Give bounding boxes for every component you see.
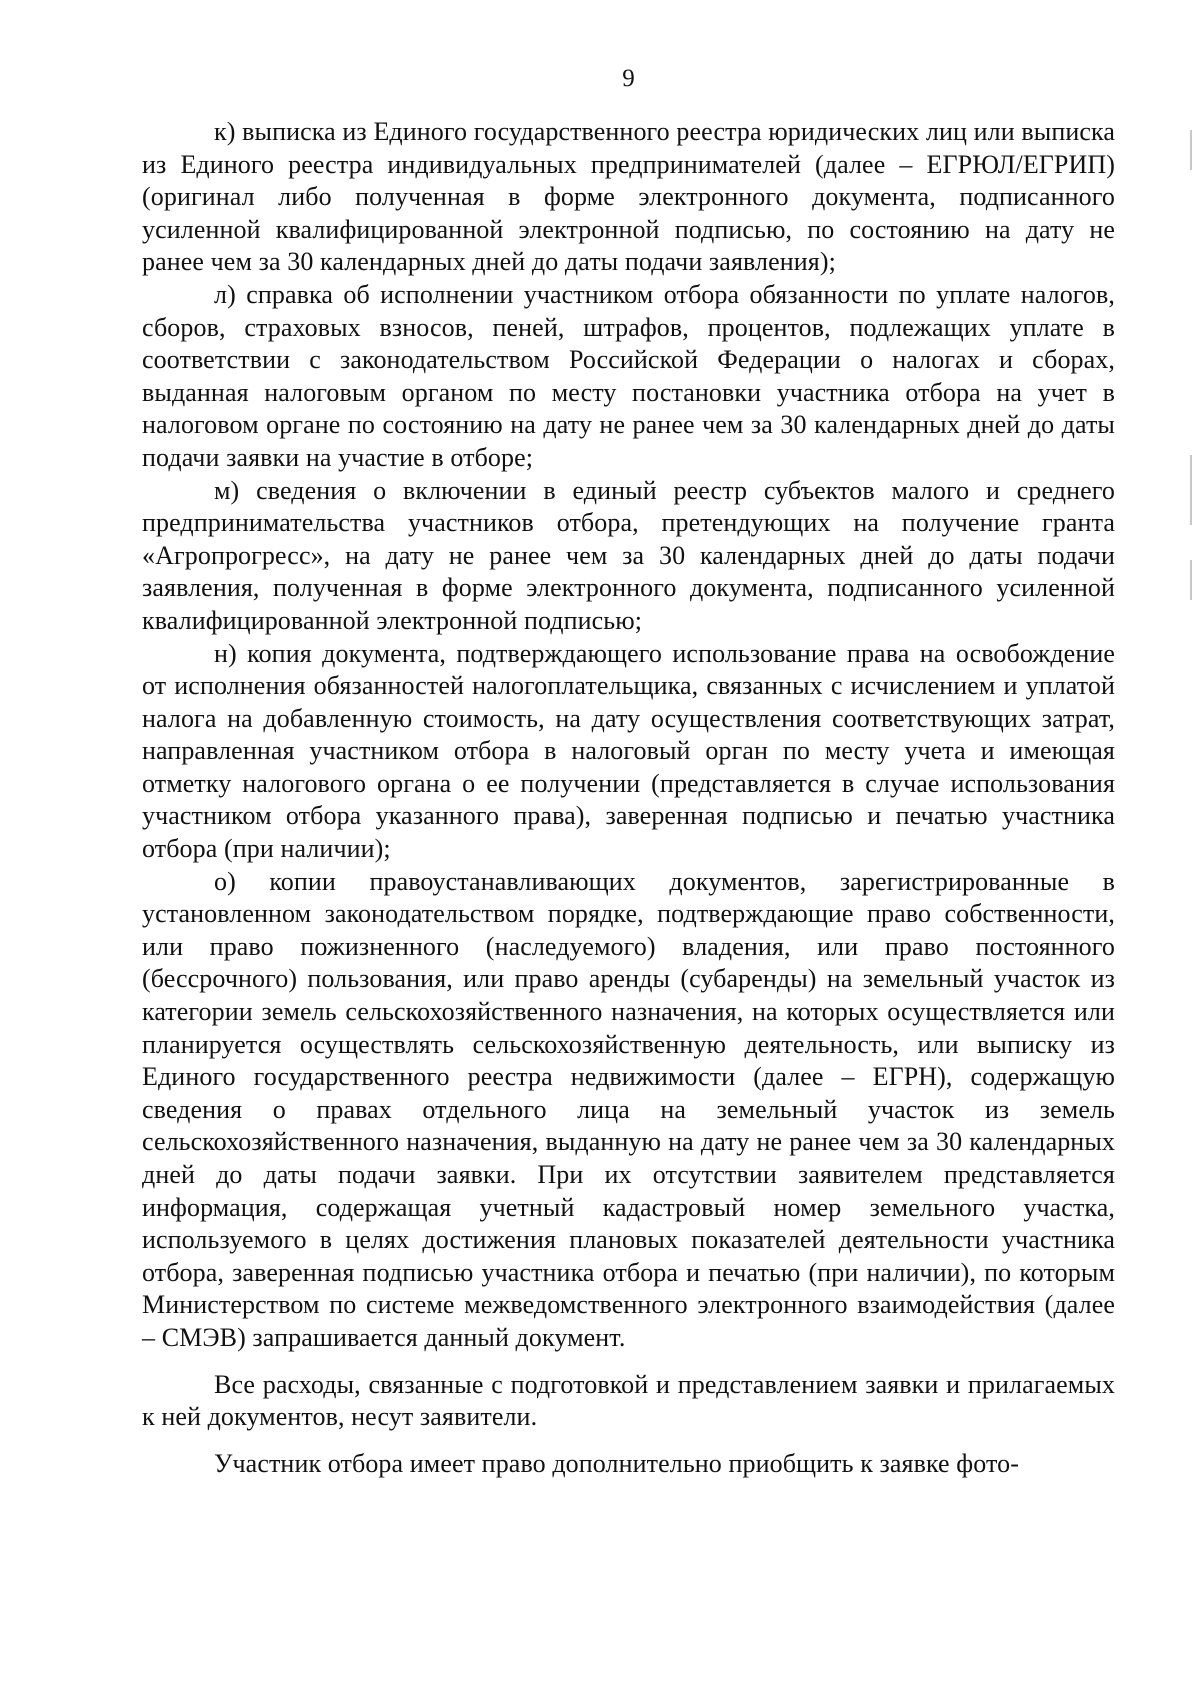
scan-edge-mark [1190,560,1192,600]
paragraph-k: к) выписка из Единого государственного реестра юридических лиц или выписка из Единого реестра индивидуальных предпринимателей (далее – ЕГРЮЛ/ЕГРИП) (оригинал либо полученная в форме электронного документа, подписанного усиленной квалифицированной электронной подписью, по состоянию на дату не ранее чем за 30 календарных дней до даты подачи заявления); [142,117,1115,277]
paragraph-expenses: Все расходы, связанные с подготовкой и представлением заявки и прилагаемых к ней документов, несут заявители. [142,1369,1115,1432]
page-number: 9 [622,65,635,92]
paragraph-n: н) копия документа, подтверждающего использование права на освобождение от исполнения обязанностей налогоплательщика, связанных с исчислением и уплатой налога на добавленную стоимость, на дату осуществления соответствующих затрат, направленная участником отбора в налоговый орган по месту учета и имеющая отметку налогового органа о ее получении (представляется в случае использования участником отбора указанного права), заверенная подписью и печатью участника отбора (при наличии); [142,638,1115,864]
paragraph-o: о) копии правоустанавливающих документов, зарегистрированные в установленном законодательством порядке, подтверждающие право собственности, или право пожизненного (наследуемого) владения, или право постоянного (бессрочного) пользования, или право аренды (субаренды) на земельный участок из категории земель сельскохозяйственного назначения, на которых осуществляется или планируется осуществлять сельскохозяйственную деятельность, или выписку из Единого государственного реестра недвижимости (далее – ЕГРН), содержащую сведения о правах отдельного лица на земельный участок из земель сельскохозяйственного назначения, выданную на дату не ранее чем за 30 календарных дней до даты подачи заявки. При их отсутствии заявителем представляется информация, содержащая учетный кадастровый номер земельного участка, используемого в целях достижения плановых показателей деятельности участника отбора, заверенная подписью участника отбора и печатью (при наличии), по которым Министерством по системе межведомственного электронного взаимодействия (далее – СМЭВ) запрашивается данный документ. [142,866,1115,1352]
paragraph-m: м) сведения о включении в единый реестр субъектов малого и среднего предпринимательства участников отбора, претендующих на получение гранта «Агропрогресс», на дату не ранее чем за 30 календарных дней до даты подачи заявления, полученная в форме электронного документа, подписанного усиленной квалифицированной электронной подписью; [142,475,1115,635]
paragraph-photo: Участник отбора имеет право дополнительно приобщить к заявке фото- [214,1448,1019,1478]
scan-edge-mark [1190,130,1192,170]
paragraph-l: л) справка об исполнении участником отбора обязанности по уплате налогов, сборов, страховых взносов, пеней, штрафов, процентов, подлежащих уплате в соответствии с законодательством Российской Федерации о налогах и сборах, выданная налоговым органом по месту постановки участника отбора на учет в налоговом органе по состоянию на дату не ранее чем за 30 календарных дней до даты подачи заявки на участие в отборе; [142,279,1115,472]
scan-edge-mark [1190,455,1192,525]
